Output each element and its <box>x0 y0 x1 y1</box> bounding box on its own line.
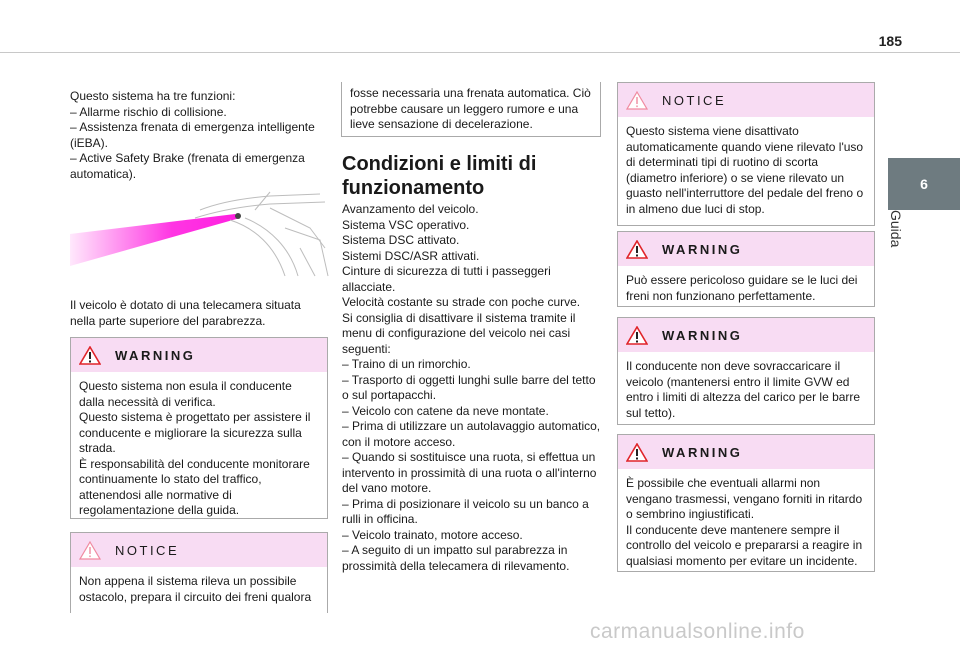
condition-line: Sistema VSC operativo. <box>342 217 470 232</box>
intro-line: – Assistenza frenata di emergenza intelligente (iEBA). <box>70 120 315 150</box>
notice-title: NOTICE <box>662 93 727 108</box>
notice-header <box>618 83 874 117</box>
notice-header <box>71 533 327 567</box>
condition-line: – Veicolo trainato, motore acceso. <box>342 527 523 542</box>
notice-triangle-icon <box>626 91 648 110</box>
warning-paragraph: Può essere pericoloso guidare se le luci dei freni non funzionano perfettamente. <box>626 273 858 303</box>
warning-box <box>70 337 328 519</box>
section-title: Condizioni e limiti di funzionamento <box>342 153 537 199</box>
notice-paragraph: Non appena il sistema rileva un possibile ostacolo, prepara il circuito dei freni qualora <box>79 574 312 604</box>
camera-icon <box>235 213 241 219</box>
chapter-label: Guida <box>888 210 904 248</box>
condition-line: – Traino di un rimorchio. <box>342 357 471 371</box>
warning-paragraph: È possibile che eventuali allarmi non vengano trasmessi, vengano forniti in ritardo o sembrino ingiustificati. <box>626 476 863 521</box>
column-1 <box>70 89 328 182</box>
condition-line: – A seguito di un impatto sul parabrezza in prossimità della telecamera di rilevamento. <box>342 543 570 573</box>
page-number: 185 <box>878 33 902 49</box>
notice-continued-body <box>342 82 600 140</box>
warning-header <box>71 338 327 372</box>
notice-title: NOTICE <box>115 543 180 558</box>
warning-box-brake-lights <box>617 231 875 307</box>
warning-triangle-icon <box>626 240 648 259</box>
warning-header <box>618 318 874 352</box>
camera-description <box>70 298 328 329</box>
condition-line: Velocità costante su strade con poche curve. <box>342 295 581 309</box>
condition-line: – Prima di utilizzare un autolavaggio automatico, con il motore acceso. <box>342 419 601 449</box>
warning-box-alerts <box>617 434 875 572</box>
warning-header <box>618 435 874 469</box>
notice-body <box>71 567 327 612</box>
condition-line: Cinture di sicurezza di tutti i passeggeri allacciate. <box>342 264 551 294</box>
warning-paragraph: Questo sistema non esula il conducente dalla necessità di verifica. <box>79 379 292 409</box>
warning-title: WARNING <box>662 328 743 343</box>
warning-body <box>618 352 874 428</box>
condition-line: – Quando si sostituisce una ruota, si effettua un intervento in prossimità di una ruota o all'interno del vano motore. <box>342 450 597 495</box>
camera-beam <box>70 214 240 266</box>
condition-line: Sistema DSC attivato. <box>342 233 460 247</box>
warning-triangle-icon <box>626 326 648 345</box>
notice-box-continued <box>341 82 601 137</box>
warning-body <box>71 372 327 526</box>
warning-paragraph: Questo sistema è progettato per assistere il conducente e migliorare la sicurezza sulla strada. <box>79 410 311 455</box>
condition-line: Si consiglia di disattivare il sistema tramite il menu di configurazione del veicolo nei casi seguenti: <box>342 310 576 356</box>
notice-body <box>618 117 874 224</box>
intro-line: – Active Safety Brake (frenata di emergenza automatica). <box>70 151 305 181</box>
notice-box-right <box>617 82 875 226</box>
windshield-camera-illustration <box>70 188 330 278</box>
warning-title: WARNING <box>662 242 743 257</box>
chapter-tab[interactable] <box>888 158 960 210</box>
warning-triangle-icon <box>79 346 101 365</box>
warning-body <box>618 266 874 311</box>
intro-line: Questo sistema ha tre funzioni: <box>70 89 236 103</box>
intro-line: – Allarme rischio di collisione. <box>70 104 227 119</box>
chapter-number: 6 <box>920 176 928 192</box>
notice-paragraph: Questo sistema viene disattivato automaticamente quando viene rilevato l'uso di determinati tipi di ruotino di scorta (diametro inferiore) o se viene rilevato un guasto nell'interruttore del pedale del freno o in almeno due luci di stop. <box>626 124 864 216</box>
warning-triangle-icon <box>626 443 648 462</box>
camera-text: Il veicolo è dotato di una telecamera situata nella parte superiore del parabrezza. <box>70 298 301 328</box>
notice-box <box>70 532 328 613</box>
condition-line: – Prima di posizionare il veicolo su un banco a rulli in officina. <box>342 496 589 526</box>
notice-triangle-icon <box>79 541 101 560</box>
condition-line: – Trasporto di oggetti lunghi sulle barre del tetto o sul portapacchi. <box>342 372 596 402</box>
chapter-label-wrap <box>886 210 916 280</box>
conditions-list <box>342 202 604 574</box>
notice-continued-text: fosse necessaria una frenata automatica. Ciò potrebbe causare un leggero rumore e una lieve sensazione di decelerazione. <box>350 86 591 131</box>
warning-paragraph: Il conducente non deve sovraccaricare il veicolo (mantenersi entro il limite GVW ed entro i limiti di altezza del carico per le barre sul tetto). <box>626 359 861 420</box>
condition-line: Sistemi DSC/ASR attivati. <box>342 248 480 263</box>
warning-header <box>618 232 874 266</box>
warning-title: WARNING <box>115 348 196 363</box>
warning-paragraph: Il conducente deve mantenere sempre il controllo del veicolo e prepararsi a reagire in qualsiasi momento per evitare un incidente. <box>626 522 863 568</box>
warning-body <box>618 469 874 576</box>
warning-paragraph: È responsabilità del conducente monitorare continuamente lo stato del traffico, attenendosi alle normative di regolamentazione della guida. <box>79 456 310 517</box>
condition-line: Avanzamento del veicolo. <box>342 202 479 216</box>
warning-title: WARNING <box>662 445 743 460</box>
warning-box-overload <box>617 317 875 425</box>
watermark: carmanualsonline.info <box>590 620 805 643</box>
header-rule <box>0 52 960 53</box>
condition-line: – Veicolo con catene da neve montate. <box>342 403 549 418</box>
